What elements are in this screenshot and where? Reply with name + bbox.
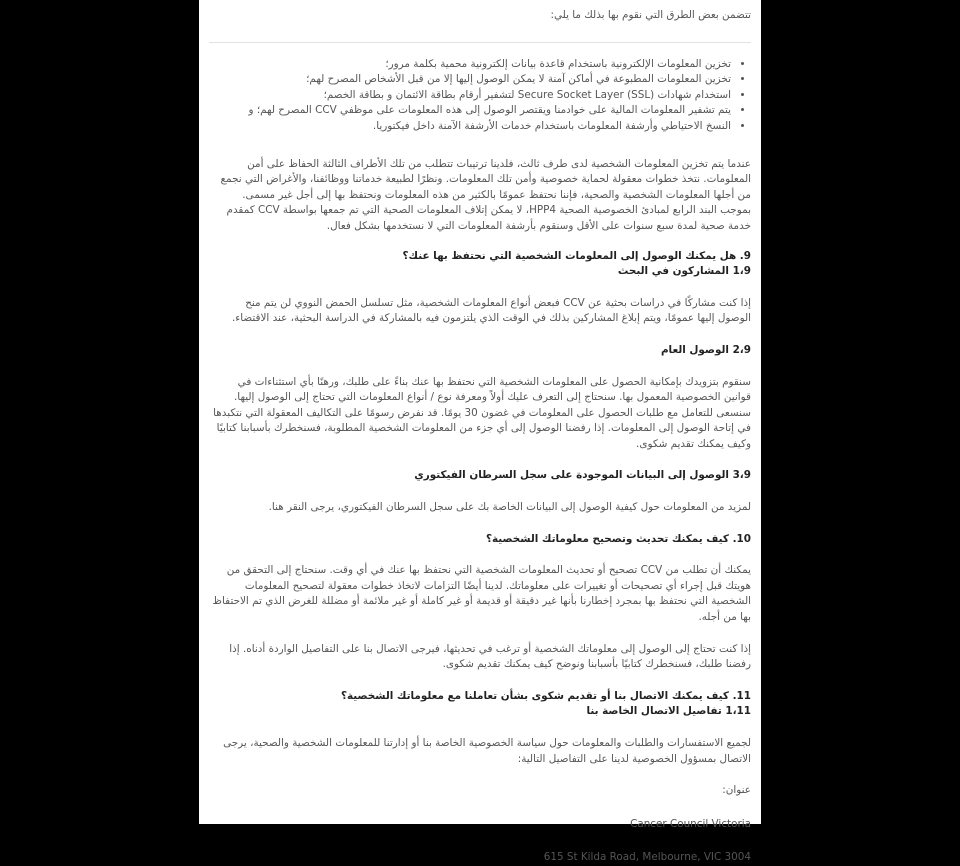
security-measures-list — [209, 57, 751, 135]
section-10-text-a: يمكنك أن تطلب من CCV تصحيح أو تحديث المعلومات الشخصية التي نحتفظ بها عنك في أي وقت. سنحتاج إلى التحقق من هويتك قبل إجراء أي تصحيحات أو تغييرات على معلوماتك. لدينا أيضًا التزامات لاتخاذ خطوات معقولة لتصحيح المعلومات الشخصية التي نحتفظ بها بمجرد إخطارنا بأنها غير دقيقة أو قديمة أو غير كاملة أو غير ملائمة أو مضللة للغرض الذي تم الاحتفاظ بها من أجله. — [212, 564, 751, 624]
intro-text: تتضمن بعض الطرق التي نقوم بها بذلك ما يلي: — [550, 9, 751, 21]
list-item: • تخزين المعلومات المطبوعة في أماكن آمنة لا يمكن الوصول إليها إلا من قبل الأشخاص المصرح لهم؛ — [209, 72, 731, 88]
section-9-1-text: إذا كنت مشاركًا في دراسات بحثية عن CCV فبعض أنواع المعلومات الشخصية، مثل تسلسل الحمض النووي لن يتم منح الوصول إليها عمومًا، ويتم إبلاغ المشاركين بذلك في الوقت الذي يلتزمون فيه بالمشاركة في الدراسة البحثية، عند الاقتضاء. — [232, 296, 751, 325]
section-9-2-heading: 2،9 الوصول العام — [660, 343, 751, 356]
section-9-3-text[interactable]: لمزيد من المعلومات حول كيفية الوصول إلى البيانات الخاصة بك على سجل السرطان الفيكتوري، يرجى النقر هنا. — [268, 501, 751, 514]
section-9-heading: 9. هل يمكنك الوصول إلى المعلومات الشخصية التي نحتفظ بها عنك؟ — [402, 249, 751, 262]
organization-name: Cancer Council Victoria — [630, 817, 751, 830]
document-content — [209, 0, 751, 866]
section-10-heading: 10. كيف يمكنك تحديث وتصحيح معلوماتك الشخصية؟ — [485, 532, 751, 545]
third-party-paragraph: عندما يتم تخزين المعلومات الشخصية لدى طرف ثالث، فلدينا ترتيبات تتطلب من تلك الأطراف الثالثة الحفاظ على أمن المعلومات. نتخذ خطوات معقولة لحماية خصوصية وأمن تلك المعلومات. ونظرًا لطبيعة خدماتنا ووظائفنا، والأغراض التي نجمع من أجلها المعلومات الشخصية والصحية، فإننا نحتفظ عمومًا بالكثير من هذه المعلومات ونحتفظ بها إلى أجل غير مسمى. بموجب البند الرابع لمبادئ الخصوصية الصحية HPP4، لا يمكن إتلاف المعلومات الصحية التي تم جمعها بواسطة CCV كمقدم خدمة صحية لمدة سبع سنوات على الأقل وسنقوم بأرشفة المعلومات التي لا نستخدمها بشكل فعال. — [220, 157, 751, 232]
section-10-text-b: إذا كنت تحتاج إلى الوصول إلى معلوماتك الشخصية أو ترغب في تحديثها، فيرجى الاتصال بنا على التفاصيل الواردة أدناه. إذا رفضنا طلبك، فسنخطرك كتابيًا بأسبابنا ونوضح كيف يمكنك تقديم شكوى. — [229, 642, 751, 671]
section-11-1-text: لجميع الاستفسارات والطلبات والمعلومات حول سياسة الخصوصية الخاصة بنا أو إدارتنا للمعلومات الشخصية والصحية، يرجى الاتصال بمسؤول الخصوصية لدينا على التفاصيل التالية: — [223, 737, 751, 765]
document-page — [199, 0, 761, 864]
section-9-3-heading: 3،9 الوصول إلى البيانات الموجودة على سجل السرطان الفيكتوري — [414, 469, 751, 482]
address-label: عنوان: — [722, 784, 751, 797]
list-item: • النسخ الاحتياطي وأرشفة المعلومات باستخدام خدمات الأرشفة الآمنة داخل فيكتوريا. — [209, 119, 731, 135]
street-address: 615 St Kilda Road, Melbourne, VIC 3004 — [543, 851, 751, 864]
list-item: • تخزين المعلومات الإلكترونية باستخدام قاعدة بيانات إلكترونية محمية بكلمة مرور؛ — [209, 57, 731, 73]
section-9-2-text: سنقوم بتزويدك بإمكانية الحصول على المعلومات الشخصية التي نحتفظ بها عنك بناءً على طلبك، ورهنًا بأي استثناءات في قوانين الخصوصية المعمول بها. سنحتاج إلى التعرف عليك أولاً ومعرفة نوع / أنواع المعلومات التي تحتاج إلى الوصول إليها. سنسعى للتعامل مع طلبات الحصول على المعلومات في غضون 30 يومًا. قد نفرض رسومًا على التكاليف المعقولة التي نتكبدها في إتاحة الوصول إلى المعلومات. إذا رفضنا الوصول إلى أي جزء من المعلومات الشخصية المطلوبة، فسنخطرك بأسبابنا كتابيًا وكيف يمكنك تقديم شكوى. — [213, 375, 751, 450]
list-item: • استخدام شهادات Secure Socket Layer (SSL) لتشفير أرقام بطاقة الائتمان و بطاقة الخصم؛ — [209, 88, 731, 104]
section-11-1-heading: 1،11 تفاصيل الاتصال الخاصة بنا — [586, 705, 751, 718]
divider — [209, 42, 751, 43]
section-11-heading: 11. كيف يمكنك الاتصال بنا أو تقديم شكوى بشأن تعاملنا مع معلوماتك الشخصية؟ — [340, 689, 751, 702]
section-9-1-heading: 1،9 المشاركون في البحث — [617, 265, 751, 278]
list-item: • يتم تشفير المعلومات المالية على خوادمنا ويقتصر الوصول إلى هذه المعلومات على موظفي CCV المصرح لهم؛ و — [209, 103, 731, 119]
